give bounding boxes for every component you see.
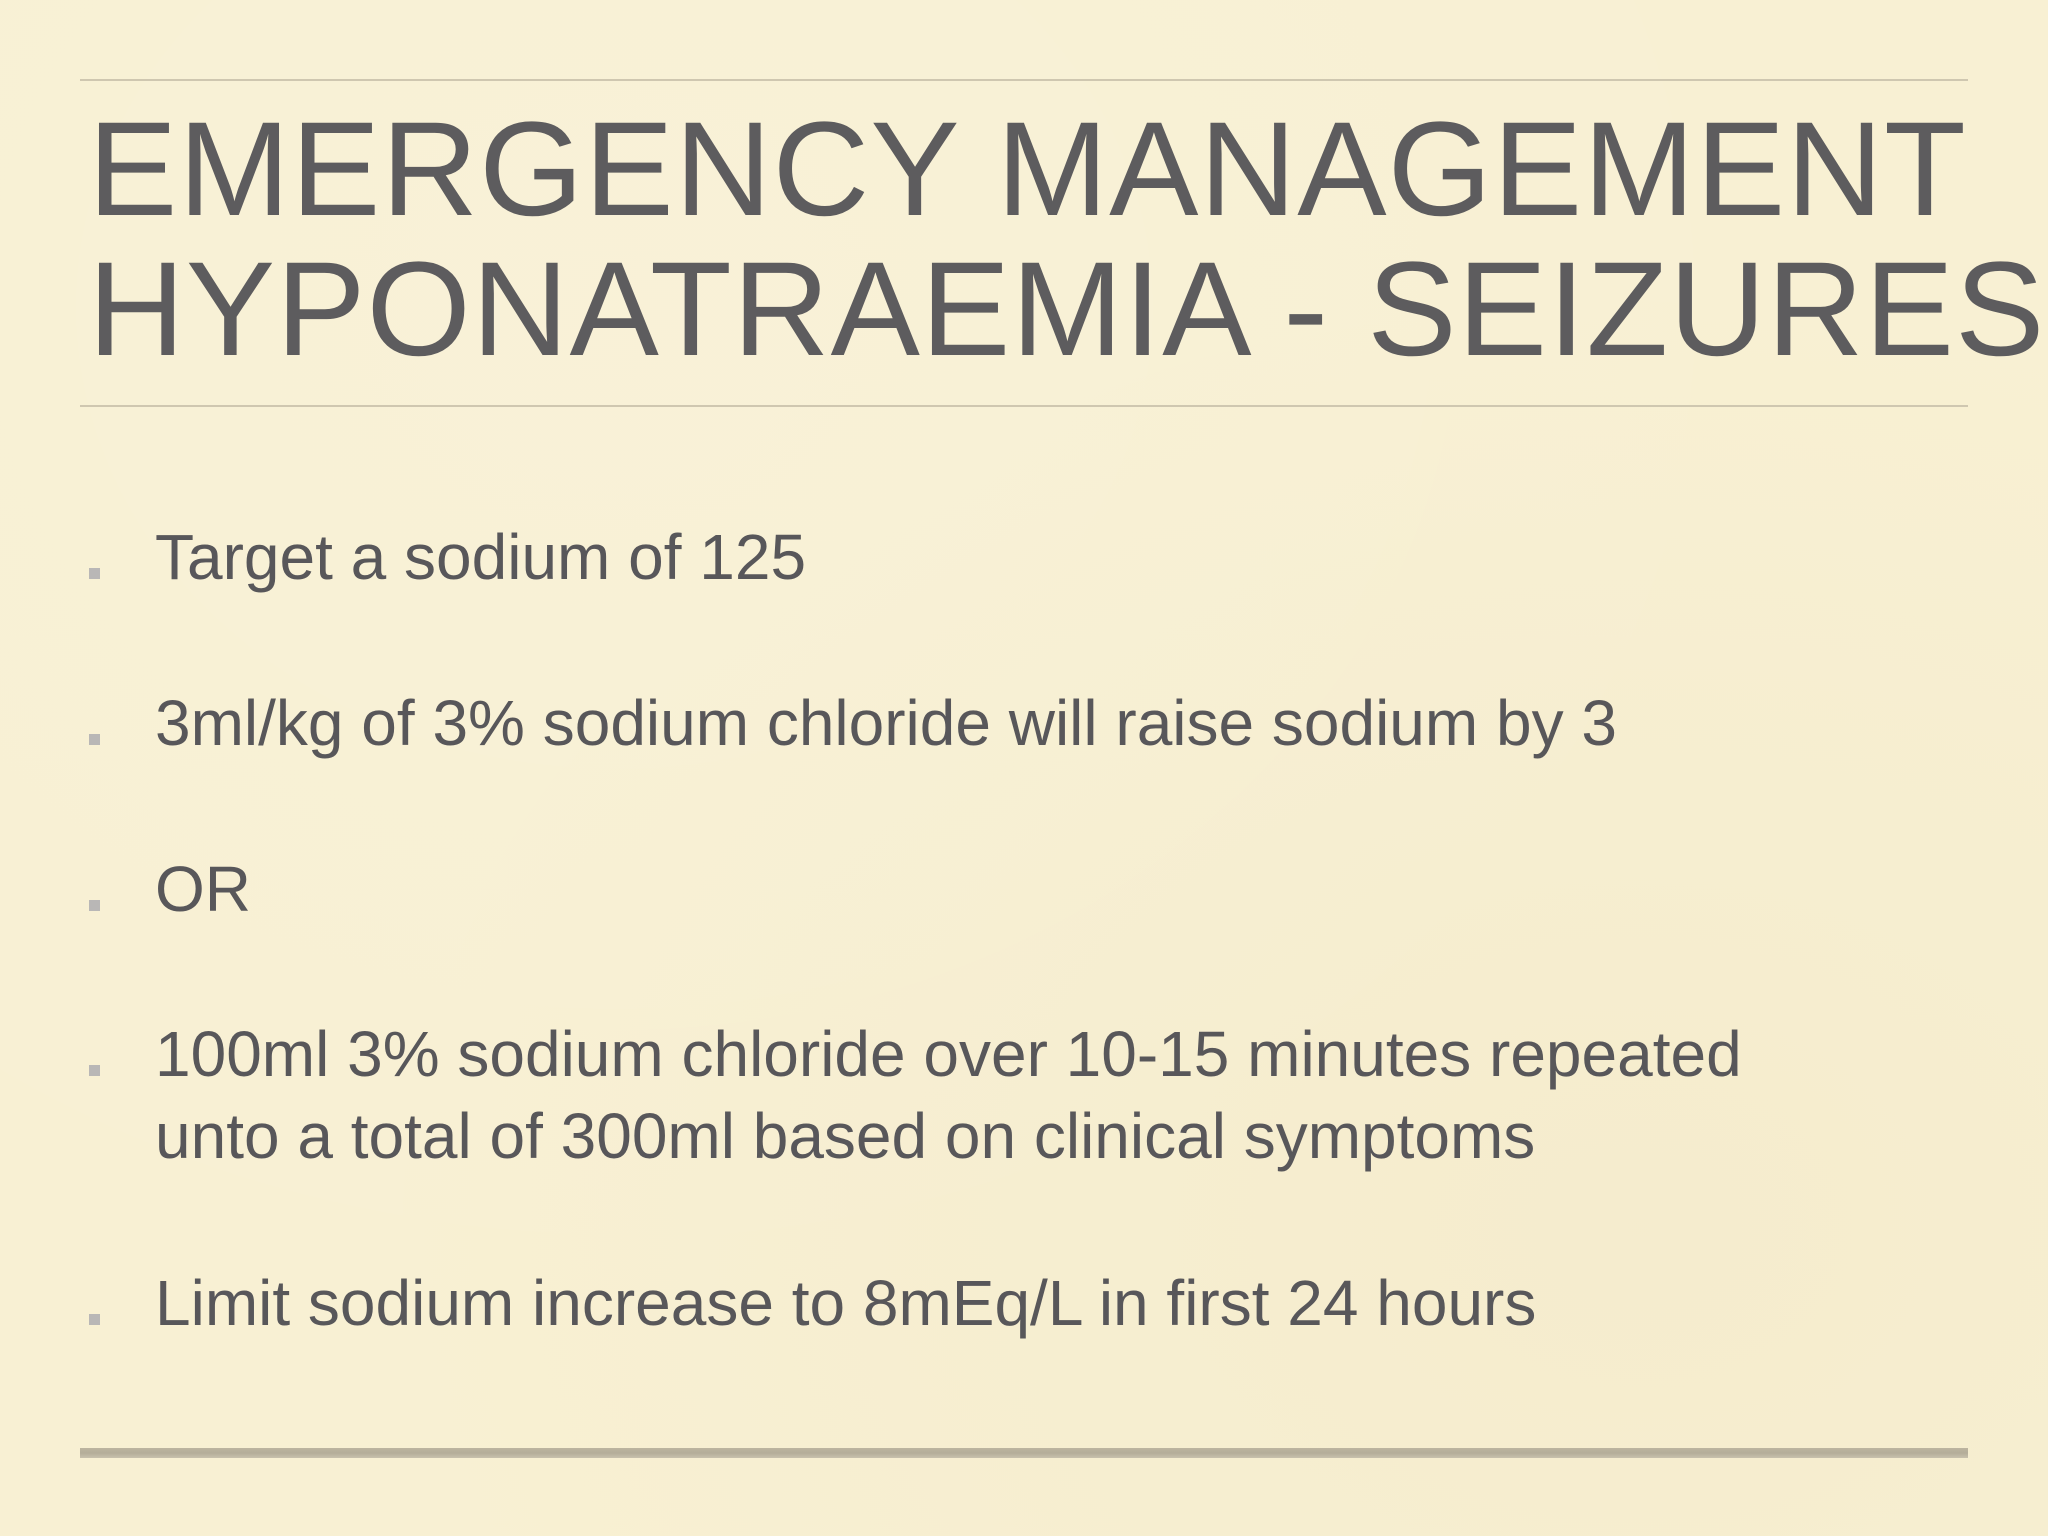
bullet-text: Target a sodium of 125 — [155, 521, 807, 593]
bullet-text: 3ml/kg of 3% sodium chloride will raise sodium by 3 — [155, 687, 1617, 759]
bullet-text-line-2: unto a total of 300ml based on clinical symptoms — [155, 1100, 1536, 1172]
title-line-1: EMERGENCY MANAGEMENT — [88, 95, 1967, 244]
bullet-text: OR — [155, 853, 251, 925]
bullet-text-line-1: 100ml 3% sodium chloride over 10-15 minutes repeated — [155, 1018, 1742, 1090]
title-line-2: HYPONATRAEMIA - SEIZURES — [88, 235, 2046, 384]
square-bullet-icon — [89, 734, 100, 745]
square-bullet-icon — [89, 1065, 100, 1076]
bullet-text — [155, 1013, 1955, 1177]
square-bullet-icon — [89, 900, 100, 911]
square-bullet-icon — [89, 1314, 100, 1325]
square-bullet-icon — [89, 568, 100, 579]
bullet-text: Limit sodium increase to 8mEq/L in first 24 hours — [155, 1267, 1537, 1339]
bottom-divider — [80, 1448, 1968, 1458]
